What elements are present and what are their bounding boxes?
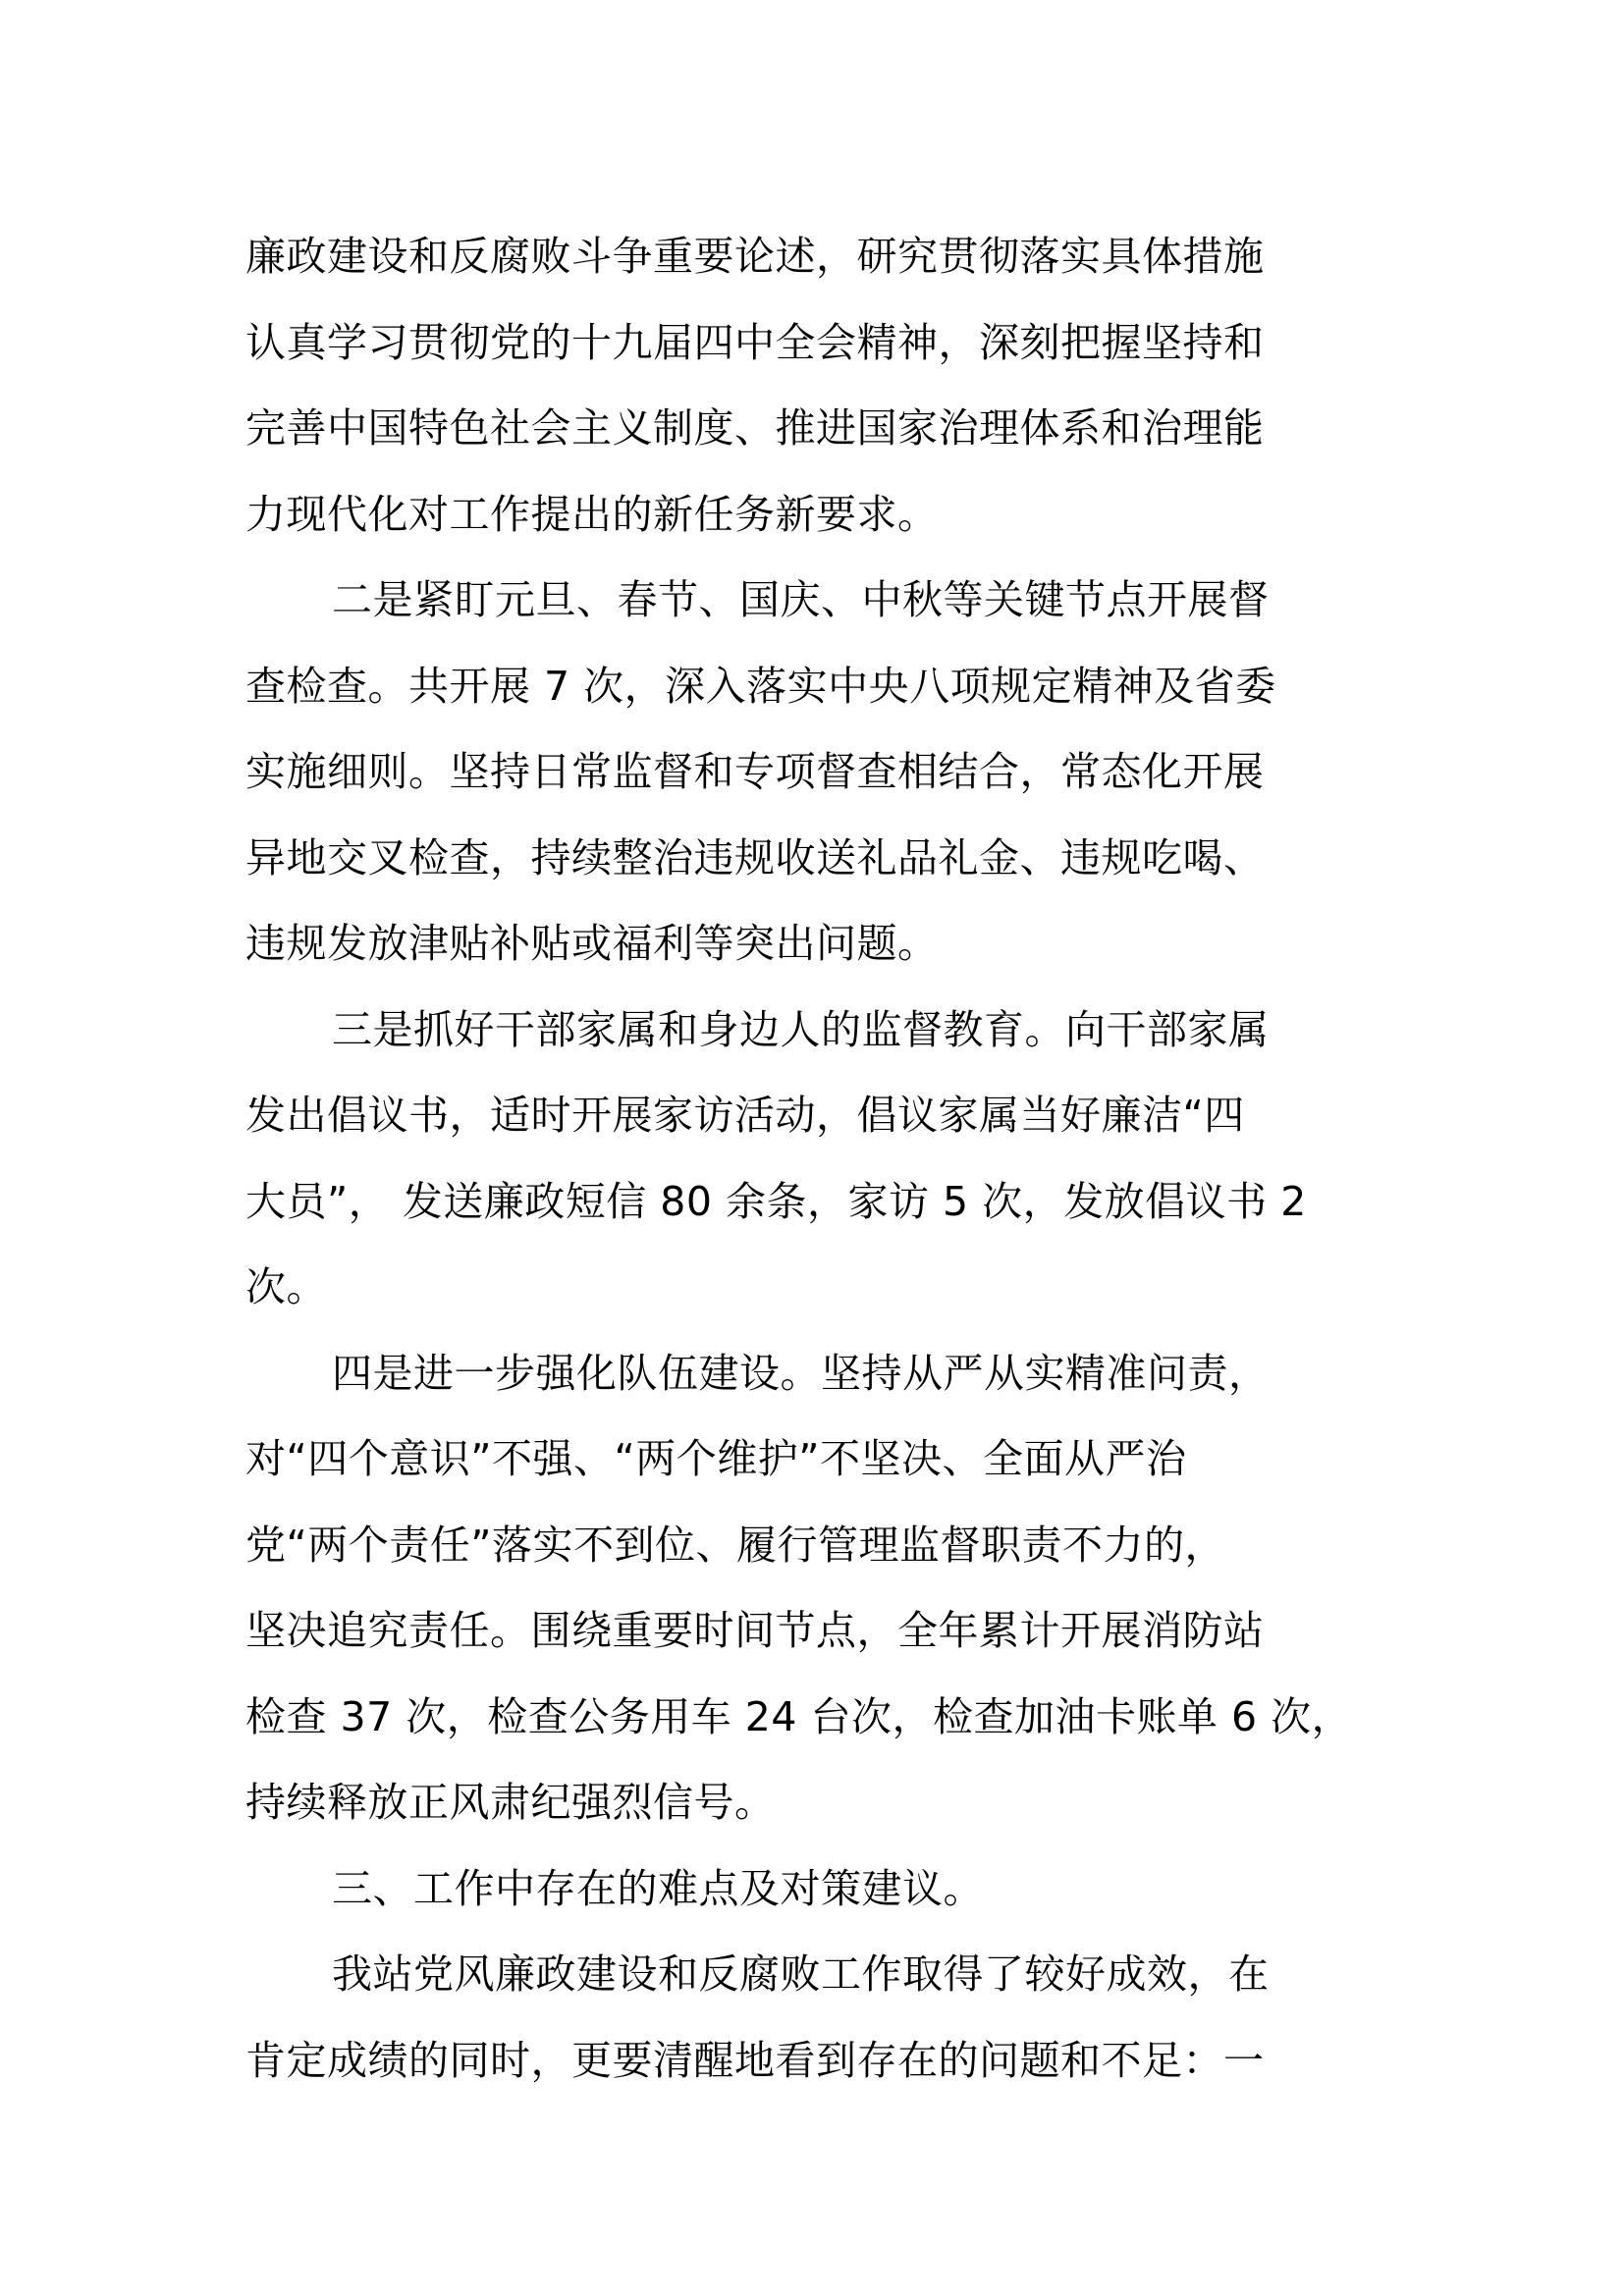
text-line: 三是抓好干部家属和身边人的监督教育。向干部家属: [332, 1005, 1270, 1053]
paragraph-item-three: [245, 988, 1394, 1331]
paragraph-item-two: [245, 558, 1394, 988]
text-line: 我站党风廉政建设和反腐败工作取得了较好成效，在: [332, 1950, 1270, 1998]
text-line: 对“四个意识”不强、“两个维护”不坚决、全面从严治: [245, 1435, 1187, 1482]
text-line: 查检查。共开展 7 次，深入落实中央八项规定精神及省委: [245, 662, 1276, 710]
text-line: 实施细则。坚持日常监督和专项督查相结合，常态化开展: [245, 748, 1265, 795]
text-line: 力现代化对工作提出的新任务新要求。: [245, 490, 939, 538]
text-line: 认真学习贯彻党的十九届四中全会精神，深刻把握坚持和: [245, 318, 1265, 366]
paragraph-item-four: [245, 1331, 1394, 1846]
text-line: 四是进一步强化队伍建设。坚持从严从实精准问责，: [332, 1349, 1270, 1397]
text-line: 持续释放正风肃纪强烈信号。: [245, 1779, 776, 1826]
text-line: 二是紧盯元旦、春节、国庆、中秋等关键节点开展督: [332, 576, 1270, 623]
document-body: [245, 214, 1394, 2104]
paragraph-summary: [245, 1932, 1394, 2104]
text-line: 廉政建设和反腐败斗争重要论述，研究贯彻落实具体措施: [245, 233, 1265, 280]
text-line: 大员”， 发送廉政短信 80 余条，家访 5 次，发放倡议书 2: [245, 1177, 1307, 1225]
paragraph-continuation: [245, 214, 1394, 558]
text-line: 肯定成绩的同时，更要清醒地看到存在的问题和不足：一: [245, 2036, 1265, 2084]
text-line: 异地交叉检查，持续整治违规收送礼品礼金、违规吃喝、: [245, 833, 1265, 881]
text-line: 发出倡议书，适时开展家访活动，倡议家属当好廉洁“四: [245, 1092, 1245, 1139]
text-line: 违规发放津贴补贴或福利等突出问题。: [245, 920, 939, 967]
text-line: 党“两个责任”落实不到位、履行管理监督职责不力的，: [245, 1521, 1225, 1569]
text-line: 坚决追究责任。围绕重要时间节点，全年累计开展消防站: [245, 1607, 1265, 1654]
heading-text: 三、工作中存在的难点及对策建议。: [332, 1864, 984, 1912]
section-heading: [245, 1846, 1394, 1933]
text-line: 次。: [245, 1263, 327, 1310]
text-line: 完善中国特色社会主义制度、推进国家治理体系和治理能: [245, 404, 1265, 452]
text-line: 检查 37 次，检查公务用车 24 台次，检查加油卡账单 6 次，: [245, 1692, 1353, 1740]
